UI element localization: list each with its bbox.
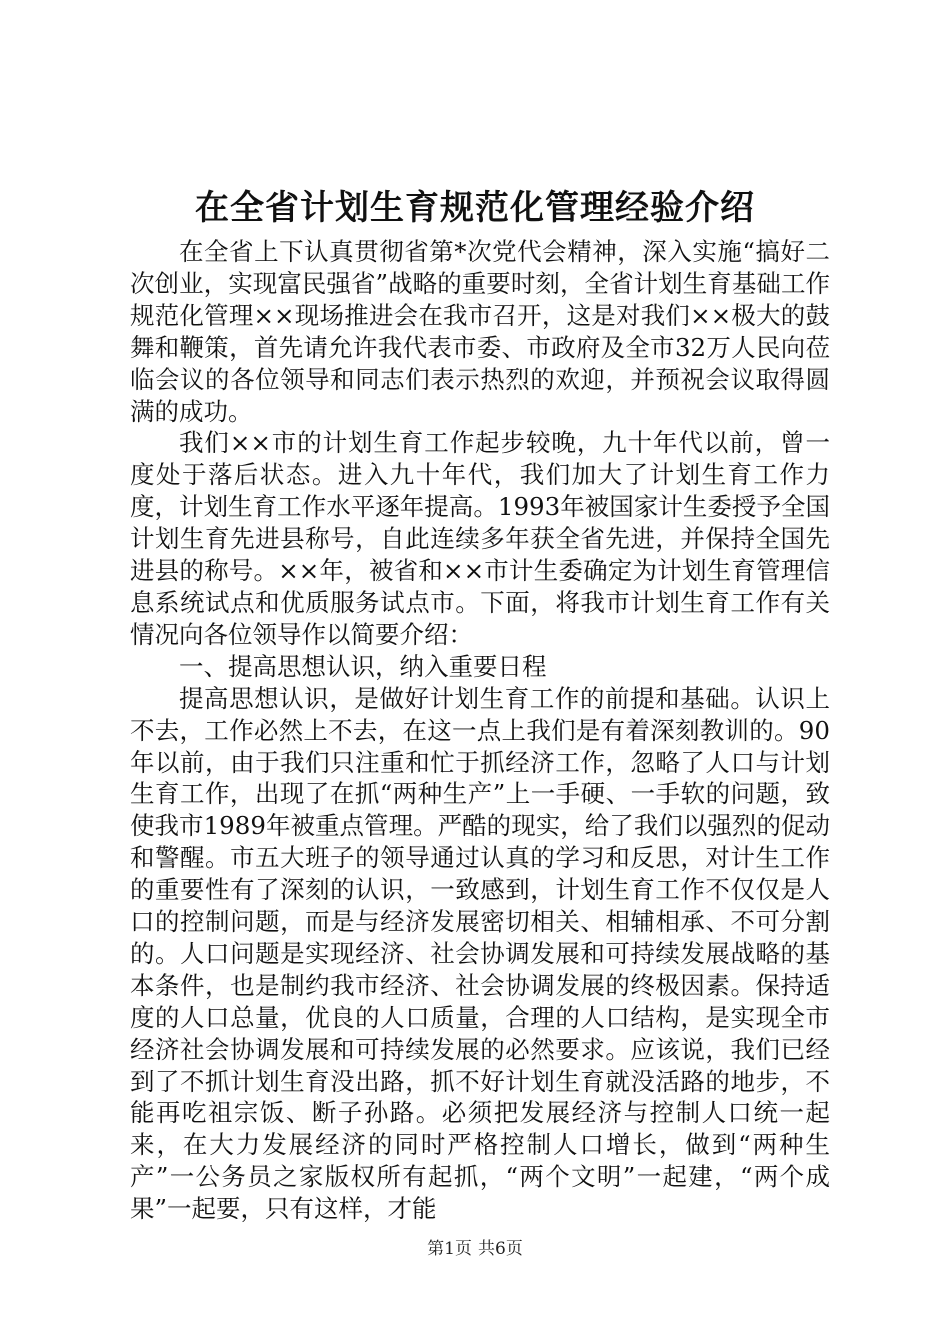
section-heading-1: 一、提高思想认识，纳入重要日程 bbox=[179, 651, 547, 681]
page-footer bbox=[0, 1237, 950, 1261]
page-number-current: 第1页 bbox=[427, 1239, 472, 1259]
paragraph-history: 我们××市的计划生育工作起步较晚，九十年代以前，曾一度处于落后状态。进入九十年代，我们加大了计划生育工作力度，计划生育工作水平逐年提高。1993年被国家计生委授予全国计划生育先进县称号，自此连续多年获全省先进，并保持全国先进县的称号。××年，被省和××市计生委确定为计划生育管理信息系统试点和优质服务试点市。下面，将我市计划生育工作有关情况向各位领导作以简要介绍： bbox=[130, 428, 830, 649]
document-title: 在全省计划生育规范化管理经验介绍 bbox=[195, 188, 755, 228]
paragraph-section-1: 提高思想认识，是做好计划生育工作的前提和基础。认识上不去，工作必然上不去，在这一点上我们是有着深刻教训的。90年以前，由于我们只注重和忙于抓经济工作，忽略了人口与计划生育工作，出现了在抓“两种生产”上一手硬、一手软的问题，致使我市1989年被重点管理。严酷的现实，给了我们以强烈的促动和警醒。市五大班子的领导通过认真的学习和反思，对计生工作的重要性有了深刻的认识，一致感到，计划生育工作不仅仅是人口的控制问题，而是与经济发展密切相关、相辅相承、不可分割的。人口问题是实现经济、社会协调发展和可持续发展战略的基本条件，也是制约我市经济、社会协调发展的终极因素。保持适度的人口总量，优良的人口质量，合理的人口结构，是实现全市经济社会协调发展和可持续发展的必然要求。应该说，我们已经到了不抓计划生育没出路，抓不好计划生育就没活路的地步，不能再吃祖宗饭、断子孙路。必须把发展经济与控制人口统一起来，在大力发展经济的同时严格控制人口增长，做到“两种生产”一公务员之家版权所有起抓，“两个文明”一起建，“两个成果”一起要，只有这样，才能 bbox=[130, 683, 830, 1224]
document-body bbox=[130, 236, 830, 1225]
page-number-total: 共6页 bbox=[478, 1239, 523, 1259]
paragraph-intro: 在全省上下认真贯彻省第*次党代会精神，深入实施“搞好二次创业，实现富民强省”战略的重要时刻，全省计划生育基础工作规范化管理××现场推进会在我市召开，这是对我们××极大的鼓舞和鞭策，首先请允许我代表市委、市政府及全市32万人民向莅临会议的各位领导和同志们表示热烈的欢迎，并预祝会议取得圆满的成功。 bbox=[130, 237, 830, 426]
